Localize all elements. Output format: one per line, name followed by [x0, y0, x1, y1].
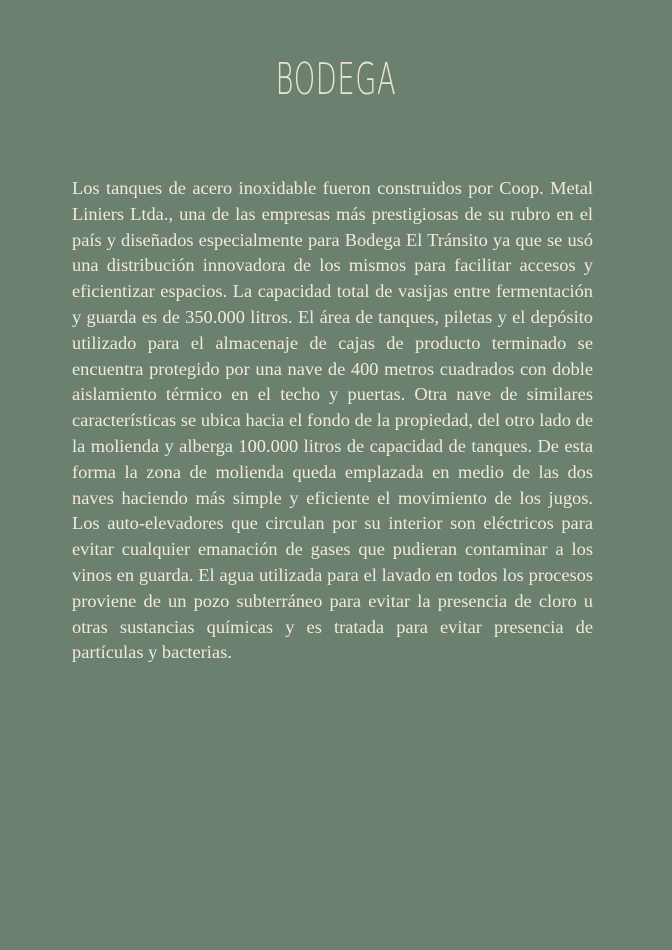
body-paragraph: Los tanques de acero inoxidable fueron construidos por Coop. Metal Liniers Ltda., una de las empresas más prestigiosas de su rubro en el país y diseñados especialmente para Bodega El Tránsito ya que se usó una distribución innovadora de los mismos para facilitar accesos y eficientizar espacios. La capacidad total de vasijas entre fermentación y guarda es de 350.000 litros. El área de tanques, piletas y el depósito utilizado para el almacenaje de cajas de producto terminado se encuentra protegido por una nave de 400 metros cuadrados con doble aislamiento térmico en el techo y puertas. Otra nave de similares características se ubica hacia el fondo de la propiedad, del otro lado de la molienda y alberga 100.000 litros de capacidad de tanques. De esta forma la zona de molienda queda emplazada en medio de las dos naves haciendo más simple y eficiente el movimiento de los jugos. Los auto-elevadores que circulan por su interior son eléctricos para evitar cualquier emanación de gases que pudieran contaminar a los vinos en guarda. El agua utilizada para el lavado en todos los procesos proviene de un pozo subterráneo para evitar la presencia de cloro u otras sustancias químicas y es tratada para evitar presencia de partículas y bacterias. [72, 178, 593, 663]
page-title: BODEGA [275, 54, 397, 105]
